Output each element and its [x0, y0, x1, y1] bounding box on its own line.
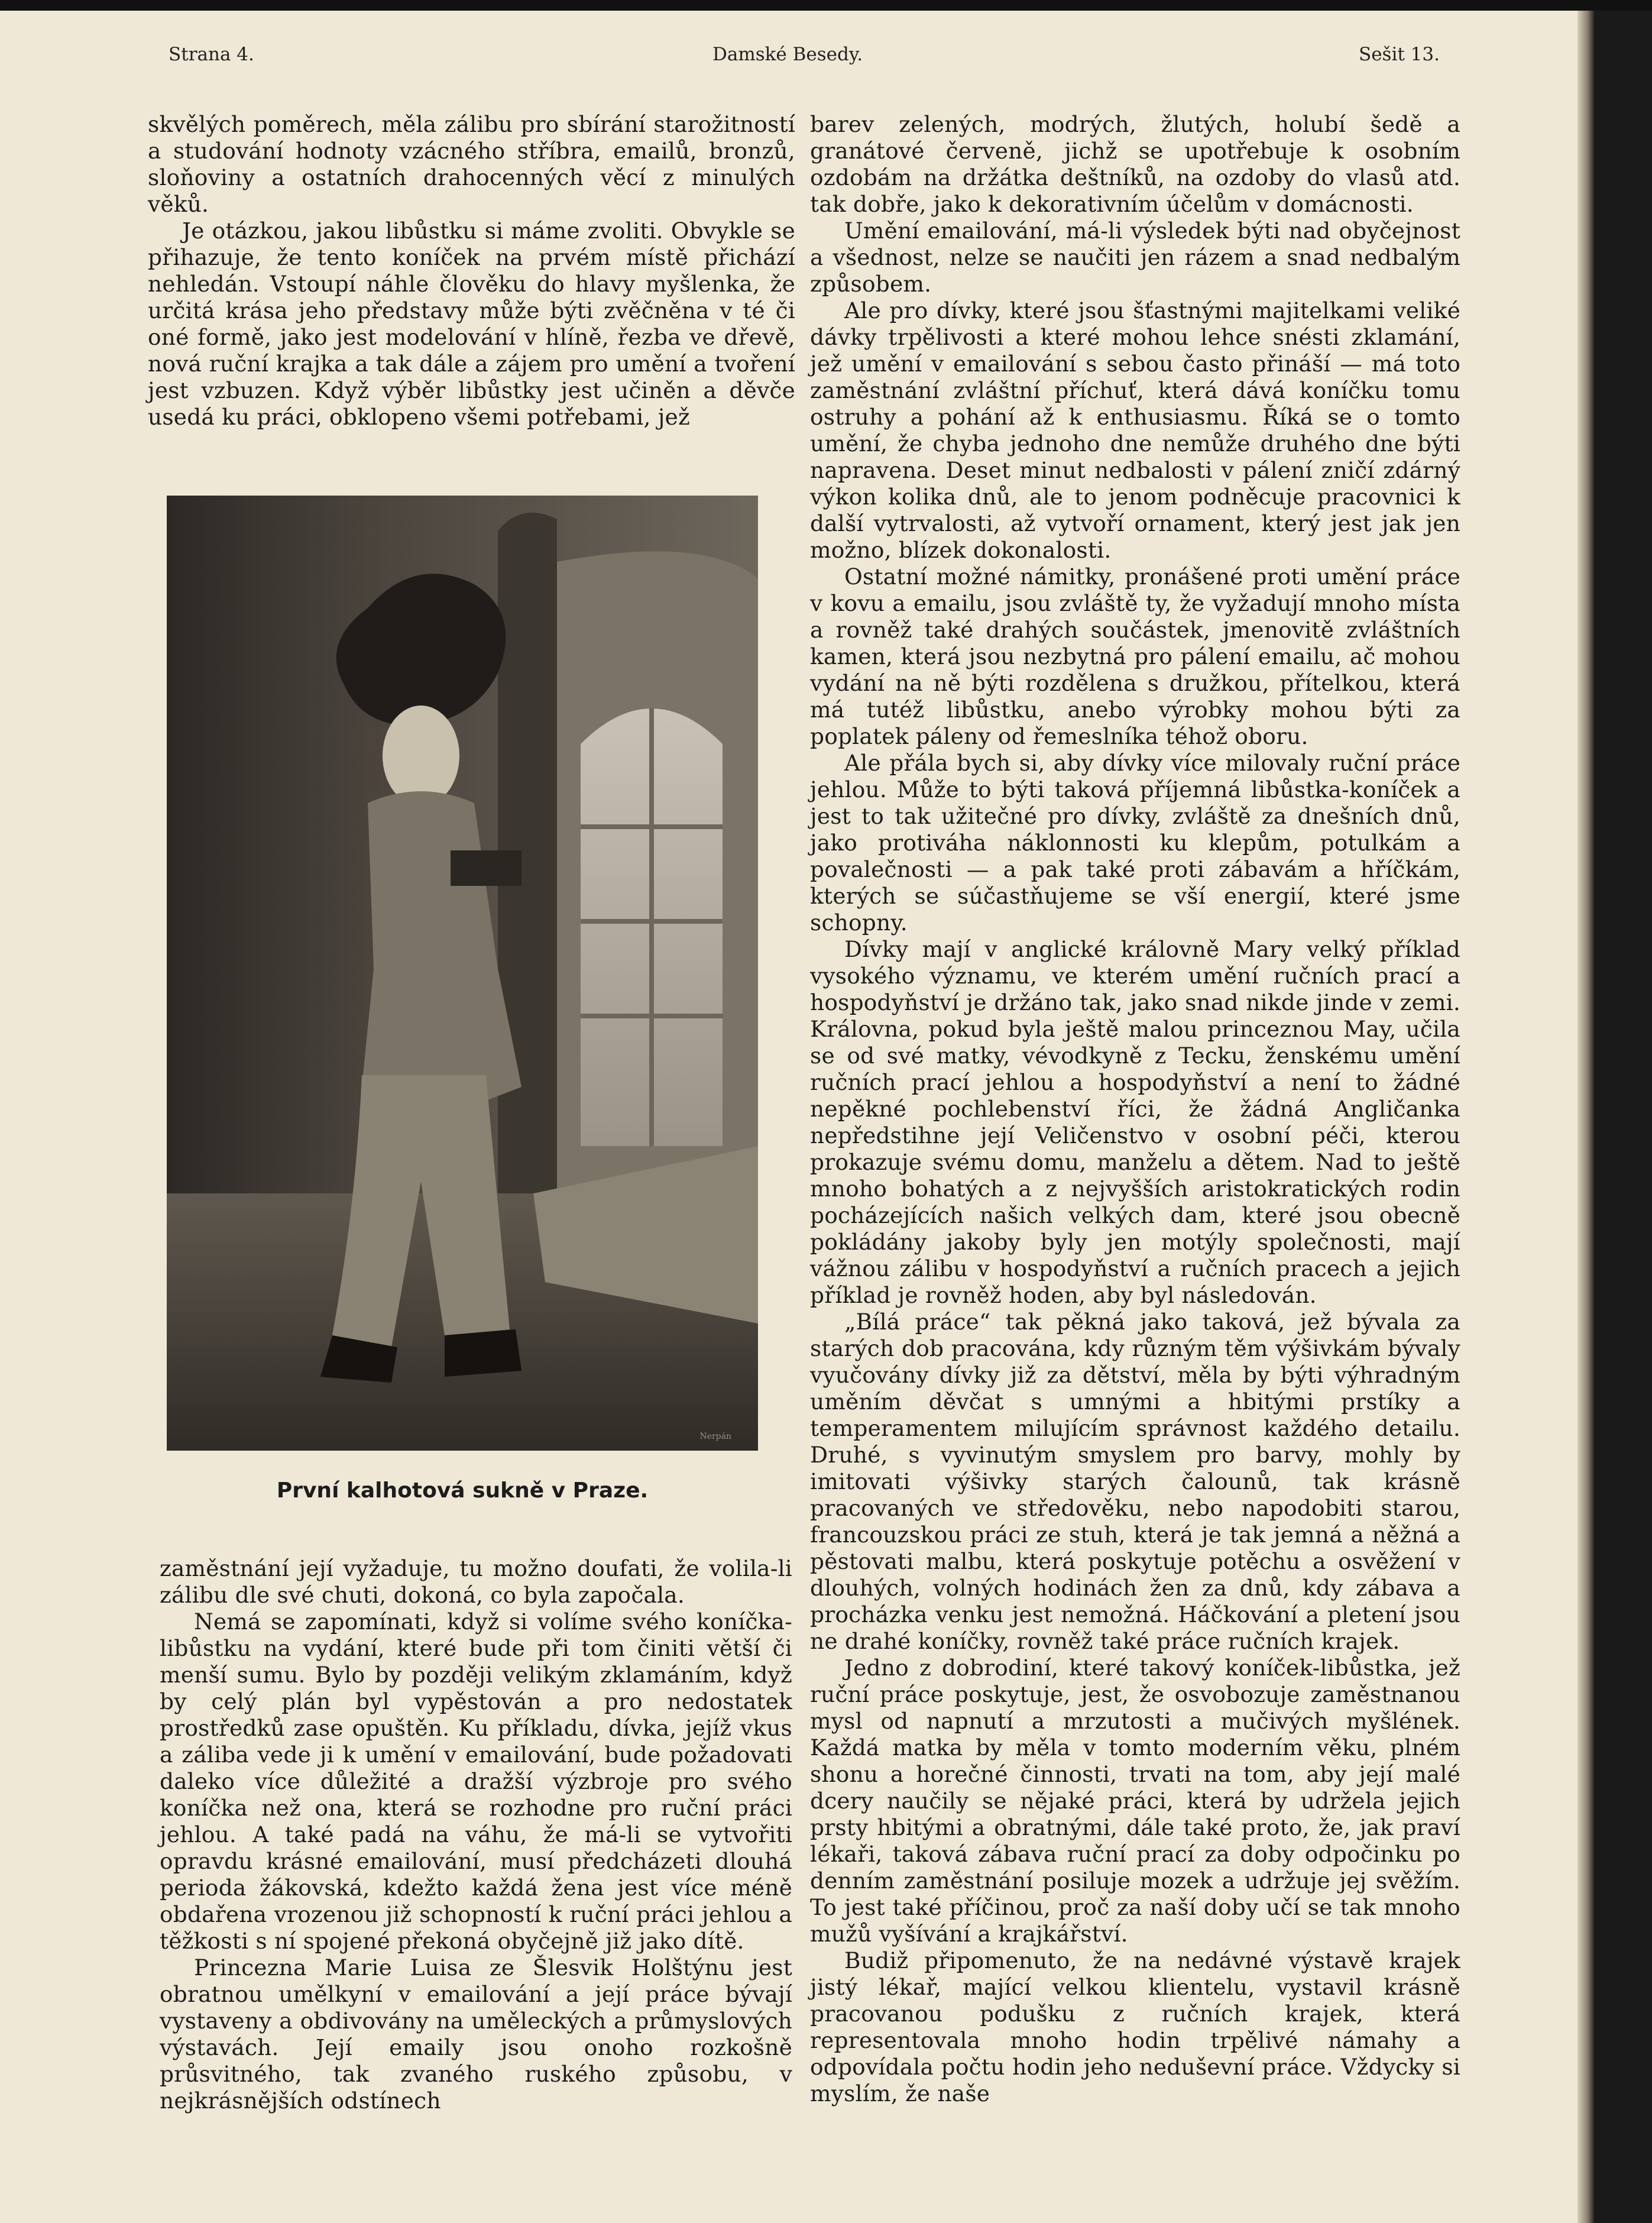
paragraph: skvělých poměrech, měla zálibu pro sbírání starožitností a studování hodnoty vzácného stříbra, emailů, bronzů, sloňoviny a ostatních drahocenných věcí z minulých věků.: [148, 111, 795, 217]
photo-woman-in-trouser-skirt: [167, 496, 758, 1451]
paragraph: „Bílá práce“ tak pěkná jako taková, jež bývala za starých dob pracována, kdy různým těm výšivkám bývaly vyučovány dívky již za dětství, měla by býti výhradným uměním děvčat s umnými a hbitými prstíky a temperamentem milujícím správnost každého detailu. Druhé, s vyvinutým smyslem pro barvy, mohly by imitovati výšivky starých čalounů, tak krásně pracovaných ve středověku, nebo napodobiti starou, francouzskou práci ze stuh, která je tak jemná a něžná a pěstovati malbu, která poskytuje potěchu a osvěžení v dlouhých, volných hodinách žen za dnů, kdy zábava a procházka venku jest nemožná. Háčkování a pletení jsou ne drahé koníčky, rovněž také práce ručních krajek.: [810, 1309, 1460, 1654]
page-binding-edge: [1578, 11, 1594, 2223]
paragraph: Ale přála bych si, aby dívky více milovaly ruční práce jehlou. Může to býti taková příjemná libůstka-koníček a jest to tak užitečné pro dívky, zvláště za dnešních dnů, jako protiváha náklonnosti ku klepům, potulkám a povalečnosti — a pak také proti zábavám a hříčkám, kterých se súčastňujeme se vší energií, které jsme schopny.: [810, 750, 1460, 936]
paragraph: Nemá se zapomínati, když si volíme svého koníčka-libůstku na vydání, které bude při tom činiti větší či menší sumu. Bylo by později velikým zklamáním, když by celý plán byl vypěstován a pro nedostatek prostředků zase opuštěn. Ku příkladu, dívka, jejíž vkus a záliba vede ji k umění v emailování, bude požadovati daleko více důležité a dražší výzbroje pro svého koníčka než ona, která se rozhodne pro ruční práci jehlou. A také padá na váhu, že má-li se vytvořiti opravdu krásné emailování, musí předcházeti dlouhá perioda žákovská, kdežto každá žena jest více méně obdařena vrozenou již schopností k ruční práci jehlou a těžkosti s ní spojené překoná obyčejně již jako dítě.: [160, 1609, 792, 1954]
paragraph: Umění emailování, má-li výsledek býti nad obyčejnost a všednost, nelze se naučiti jen rázem a snad nedbalým způsobem.: [810, 218, 1460, 297]
photographer-signature: Nerpán: [699, 1432, 731, 1441]
paragraph: Budiž připomenuto, že na nedávné výstavě krajek jistý lékař, mající velkou klientelu, vystavil krásně pracovanou podušku z ručních krajek, která representovala mnoho hodin trpělivé námahy a odpovídala počtu hodin jeho neduševní práce. Vždycky si myslím, že naše: [810, 1947, 1460, 2106]
page-number: Strana 4.: [169, 44, 254, 65]
paragraph: Dívky mají v anglické královně Mary velký příklad vysokého významu, ve kterém umění ručních prací a hospodyňství je držáno tak, jako snad nikde jinde v zemi. Královna, pokud byla ještě malou princeznou May, učila se od své matky, vévodkyně z Tecku, ženskému umění ručních prací jehlou a hospodyňství a není to žádné nepěkné pochlebenství říci, že žádná Angličanka nepředstihne její Veličenstvo v osobní péči, kterou prokazuje svému domu, manželu a dětem. Nad to ještě mnoho bohatých a z nejvyšších aristokratických rodin pocházejících našich velkých dam, které jsou obecně pokládány jakoby byly jen motýly společnosti, mají vážnou zálibu v hospodyňství a ručních pracech a jejich příklad je rovněž hoden, aby byl následován.: [810, 936, 1460, 1308]
issue-number: Sešit 13.: [1358, 44, 1440, 65]
photo-caption: První kalhotová sukně v Praze.: [276, 1478, 649, 1503]
paragraph: Jedno z dobrodiní, které takový koníček-libůstka, jež ruční práce poskytuje, jest, že osvobozuje zaměstnanou mysl od napnutí a mrzutosti a mučivých myšlének. Každá matka by měla v tomto moderním věku, plném shonu a horečné činnosti, trvati na tom, aby její malé dcery naučily se nějaké práci, která by udržela jejich prsty hbitými a obratnými, dále také proto, že, jak praví lékaři, taková zábava ruční prací za doby odpočinku po denním zaměstnání posiluje mozek a udržuje jej svěžím. To jest také příčinou, proč za naší doby učí se tak mnoho mužů vyšívání a krajkářství.: [810, 1655, 1460, 1947]
scan-border: [0, 0, 1652, 11]
right-column: [810, 111, 1460, 2107]
paragraph: Ostatní možné námitky, pronášené proti umění práce v kovu a emailu, jsou zvláště ty, že vyžadují mnoho místa a rovněž také drahých součástek, jmenovitě zvláštních kamen, která jsou nezbytná pro pálení emailu, ač mohou vydání na ně býti rozdělena s družkou, přítelkou, která má tutéž libůstku, anebo výrobky mohou býti za poplatek páleny od řemeslníka téhož oboru.: [810, 564, 1460, 749]
paragraph: Princezna Marie Luisa ze Šlesvik Holštýnu jest obratnou umělkyní v emailování a její práce bývají vystaveny a obdivovány na uměleckých a průmyslových výstavách. Její emaily jsou onoho rozkošně průsvitného, tak zvaného ruského způsobu, v nejkrásnějších odstínech: [160, 1955, 792, 2114]
paragraph: Ale pro dívky, které jsou šťastnými majitelkami veliké dávky trpělivosti a které mohou lehce snésti zklamání, jež umění v emailování s sebou často přináší — má toto zaměstnání zvláštní příchuť, která dává koníčku tomu ostruhy a pohání až k enthusiasmu. Říká se o tomto umění, že chyba jednoho dne nemůže druhého dne býti napravena. Deset minut nedbalosti v pálení zničí zdárný výkon kolika dnů, ale to jenom podněcuje pracovnici k další vytrvalosti, až vytvoří ornament, který jest jak jen možno, blízek dokonalosti.: [810, 297, 1460, 563]
paragraph: Je otázkou, jakou libůstku si máme zvoliti. Obvykle se přihazuje, že tento koníček na prvém místě přichází nehledán. Vstoupí náhle člověku do hlavy myšlenka, že určitá krása jeho představy může býti zvěčněna v té či oné formě, jako jest modelování v hlíně, řezba ve dřevě, nová ruční krajka a tak dále a zájem pro umění a tvoření jest vzbuzen. Když výběr libůstky jest učiněn a děvče usedá ku práci, obklopeno všemi potřebami, jež: [148, 218, 795, 430]
left-column-top: [148, 111, 795, 431]
running-header: [169, 44, 1440, 73]
left-column-bottom: [160, 1555, 792, 2114]
magazine-title: Damské Besedy.: [712, 44, 863, 65]
paragraph: zaměstnání její vyžaduje, tu možno doufati, že volila-li zálibu dle své chuti, dokoná, co byla započala.: [160, 1555, 792, 1608]
paragraph: barev zelených, modrých, žlutých, holubí šedě a granátové červeně, jichž se upotřebuje k osobním ozdobám na držátka deštníků, na ozdoby do vlasů atd. tak dobře, jako k dekorativním účelům v domácnosti.: [810, 111, 1460, 217]
